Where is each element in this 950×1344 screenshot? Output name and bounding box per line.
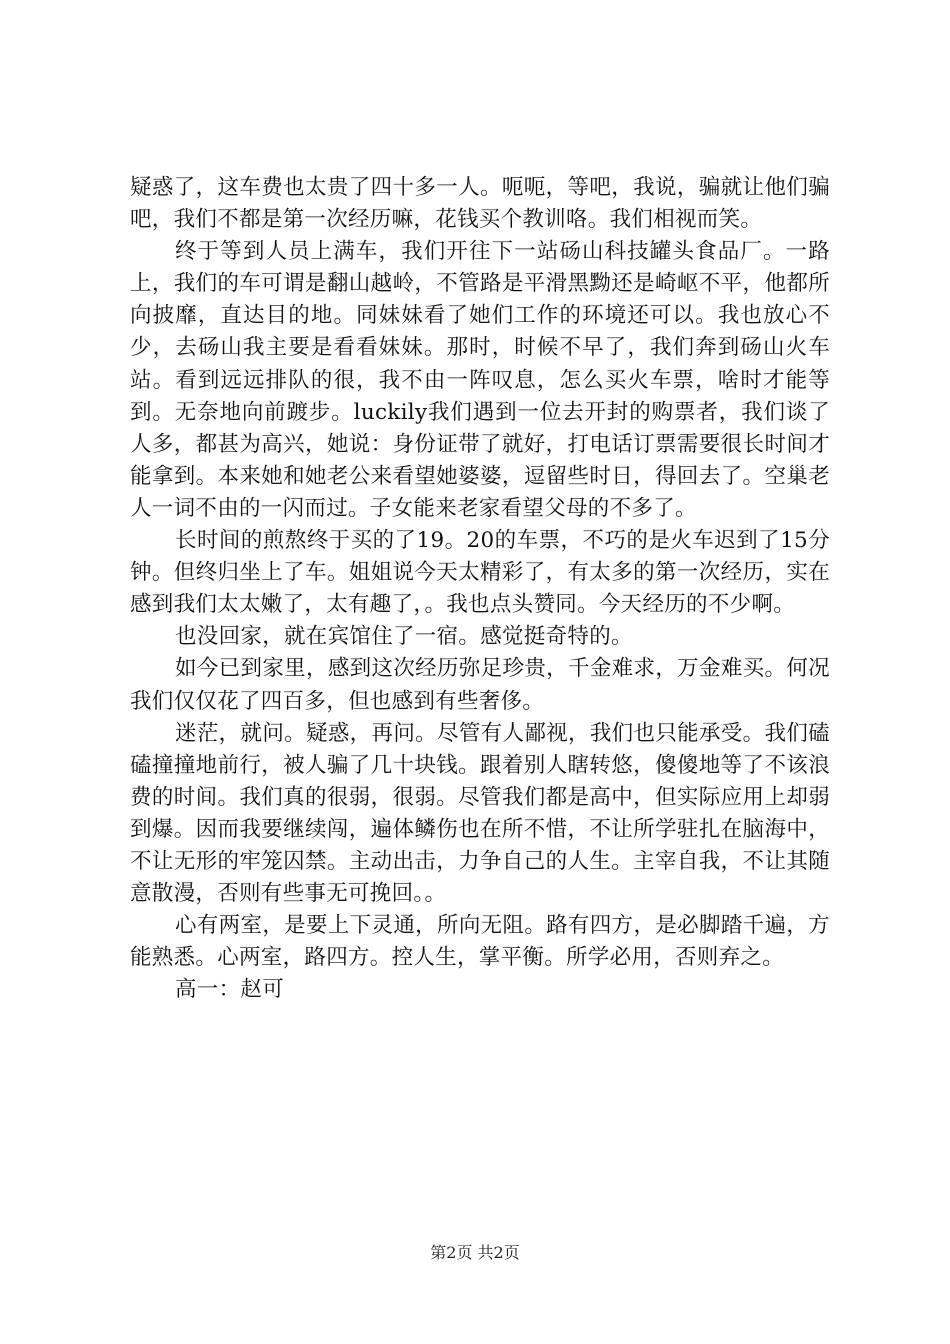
paragraph-1: 疑惑了，这车费也太贵了四十多一人。呃呃，等吧，我说，骗就让他们骗吧，我们不都是第一次经历嘛，花钱买个教训咯。我们相视而笑。	[130, 175, 830, 233]
paragraph-3: 长时间的煎熬终于买的了19。20的车票，不巧的是火车迟到了15分钟。但终归坐上了车。姐姐说今天太精彩了，有太多的第一次经历，实在感到我们太太嫩了，太有趣了，。我也点头赞同。今天经历的不少啊。	[130, 528, 830, 618]
document-body	[130, 172, 830, 1006]
paragraph-7: 心有两室，是要上下灵通，所向无阻。路有四方，是必脚踏千遍，方能熟悉。心两室，路四方。控人生，掌平衡。所学必用，否则弃之。	[130, 913, 830, 971]
paragraph-4: 也没回家，就在宾馆住了一宿。感觉挺奇特的。	[175, 624, 633, 650]
paragraph-6: 迷茫，就问。疑惑，再问。尽管有人鄙视，我们也只能承受。我们磕磕撞撞地前行，被人骗了几十块钱。跟着别人瞎转悠，傻傻地等了不该浪费的时间。我们真的很弱，很弱。尽管我们都是高中，但实际应用上却弱到爆。因而我要继续闯，遍体鳞伤也在所不惜，不让所学驻扎在脑海中，不让无形的牢笼囚禁。主动出击，力争自己的人生。主宰自我，不让其随意散漫，否则有些事无可挽回。。	[130, 720, 830, 907]
author-signature: 高一：赵可	[175, 977, 285, 1003]
paragraph-5: 如今已到家里，感到这次经历弥足珍贵，千金难求，万金难买。何况我们仅仅花了四百多，但也感到有些奢侈。	[130, 656, 830, 714]
page-number-footer: 第2页 共2页	[430, 1243, 520, 1262]
paragraph-2: 终于等到人员上满车，我们开往下一站砀山科技罐头食品厂。一路上，我们的车可谓是翻山越岭，不管路是平滑黑黝还是崎岖不平，他都所向披靡，直达目的地。同妹妹看了她们工作的环境还可以。我也放心不少，去砀山我主要是看看妹妹。那时，时候不早了，我们奔到砀山火车站。看到远远排队的很，我不由一阵叹息，怎么买火车票，啥时才能等到。无奈地向前踱步。luckily我们遇到一位去开封的购票者，我们谈了人多，都甚为高兴，她说：身份证带了就好，打电话订票需要很长时间才能拿到。本来她和她老公来看望她婆婆，逗留些时日，得回去了。空巢老人一词不由的一闪而过。子女能来老家看望父母的不多了。	[130, 239, 830, 521]
